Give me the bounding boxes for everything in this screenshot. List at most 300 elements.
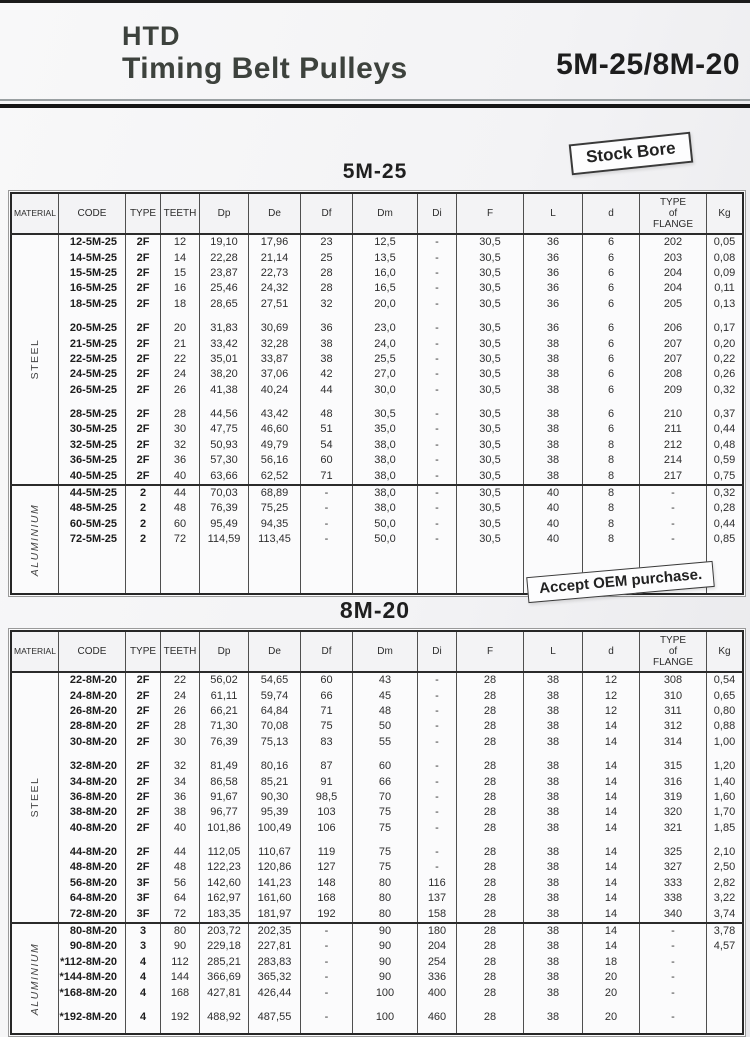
cell-l: 38: [524, 367, 583, 382]
cell-code: 36-5M-25: [59, 453, 126, 468]
cell-code: 28-5M-25: [59, 407, 126, 422]
cell-de: 75,25: [249, 501, 301, 516]
cell-df: 28: [301, 281, 353, 296]
cell-type: 2F: [126, 352, 161, 367]
page-subtitle: Timing Belt Pulleys: [122, 51, 408, 85]
cell-kg: 1,00: [707, 735, 744, 750]
cell-flange: 310: [640, 688, 707, 703]
cell-code: 36-8M-20: [59, 790, 126, 805]
cell-kg: 0,80: [707, 704, 744, 719]
stock-bore-stamp: Stock Bore: [569, 132, 693, 176]
cell-type: 2F: [126, 821, 161, 836]
cell-teeth: 24: [161, 367, 200, 382]
spacer-cell: [301, 1001, 353, 1010]
cell-dp: 488,92: [200, 1010, 249, 1025]
spacer-cell: [457, 836, 524, 845]
cell-f: 30,5: [457, 281, 524, 296]
cell-dp: 112,05: [200, 845, 249, 860]
cell-dp: 81,49: [200, 759, 249, 774]
cell-l: 38: [524, 759, 583, 774]
cell-kg: 0,85: [707, 532, 744, 547]
cell-l: 38: [524, 845, 583, 860]
cell-dm: 55: [353, 735, 418, 750]
table-row: [11, 367, 743, 382]
cell-kg: [707, 985, 744, 1000]
spacer-cell: [583, 398, 640, 407]
cell-de: 202,35: [249, 923, 301, 939]
material-label-steel: STEEL: [11, 672, 59, 923]
table-row: [11, 719, 743, 734]
cell-di: 460: [418, 1010, 457, 1025]
cell-dm: 90: [353, 955, 418, 970]
cell-de: 75,13: [249, 735, 301, 750]
cell-type: 2F: [126, 266, 161, 281]
cell-teeth: 144: [161, 970, 200, 985]
cell-df: 71: [301, 468, 353, 484]
cell-d: 6: [583, 266, 640, 281]
cell-dp: 101,86: [200, 821, 249, 836]
cell-dm: 75: [353, 845, 418, 860]
table-row: [11, 939, 743, 954]
spacer-cell: [640, 1025, 707, 1034]
cell-de: 17,96: [249, 234, 301, 250]
cell-f: 28: [457, 860, 524, 875]
cell-kg: 0,13: [707, 297, 744, 312]
cell-dm: 80: [353, 906, 418, 922]
cell-dp: 91,67: [200, 790, 249, 805]
cell-kg: [707, 970, 744, 985]
cell-teeth: 32: [161, 759, 200, 774]
cell-flange: 212: [640, 438, 707, 453]
cell-code: 24-5M-25: [59, 367, 126, 382]
cell-f: 28: [457, 790, 524, 805]
spacer-cell: [301, 750, 353, 759]
cell-di: -: [418, 250, 457, 265]
spacer-cell: [524, 750, 583, 759]
cell-l: 38: [524, 735, 583, 750]
cell-di: -: [418, 532, 457, 547]
cell-dm: 66: [353, 774, 418, 789]
spacer-cell: [524, 1025, 583, 1034]
cell-dm: 38,0: [353, 468, 418, 484]
spacer-cell: [457, 750, 524, 759]
cell-teeth: 15: [161, 266, 200, 281]
cell-code: 90-8M-20: [59, 939, 126, 954]
table-row: [11, 250, 743, 265]
table-row: [11, 485, 743, 501]
cell-l: 38: [524, 453, 583, 468]
cell-dm: 30,0: [353, 383, 418, 398]
cell-flange: -: [640, 485, 707, 501]
table-row: [11, 532, 743, 547]
cell-type: 3F: [126, 876, 161, 891]
table-row: [11, 266, 743, 281]
column-header-code: CODE: [59, 631, 126, 672]
cell-f: 28: [457, 876, 524, 891]
table-row: [11, 321, 743, 336]
spacer-cell: [418, 547, 457, 594]
cell-dp: 95,49: [200, 517, 249, 532]
cell-code: *192-8M-20: [59, 1010, 126, 1025]
cell-kg: 0,22: [707, 352, 744, 367]
cell-d: 8: [583, 517, 640, 532]
cell-f: 30,5: [457, 453, 524, 468]
table-row: [11, 297, 743, 312]
spacer-cell: [457, 312, 524, 321]
cell-l: 38: [524, 939, 583, 954]
cell-d: 8: [583, 453, 640, 468]
cell-df: -: [301, 970, 353, 985]
spacer-cell: [161, 398, 200, 407]
page-code: 5M-25/8M-20: [556, 48, 740, 81]
cell-d: 20: [583, 970, 640, 985]
cell-de: 54,65: [249, 672, 301, 688]
page-title-block: [122, 22, 408, 86]
cell-dp: 229,18: [200, 939, 249, 954]
spacer-cell: [583, 1001, 640, 1010]
cell-di: -: [418, 383, 457, 398]
cell-code: 26-8M-20: [59, 704, 126, 719]
table-row: [11, 688, 743, 703]
cell-flange: -: [640, 501, 707, 516]
spacer-cell: [59, 836, 126, 845]
cell-df: -: [301, 939, 353, 954]
column-header-d: d: [583, 193, 640, 234]
column-header-teeth: TEETH: [161, 631, 200, 672]
cell-dm: 75: [353, 821, 418, 836]
cell-de: 21,14: [249, 250, 301, 265]
cell-d: 14: [583, 906, 640, 922]
cell-de: 487,55: [249, 1010, 301, 1025]
material-label-steel: STEEL: [11, 234, 59, 485]
cell-code: 12-5M-25: [59, 234, 126, 250]
column-header-teeth: TEETH: [161, 193, 200, 234]
cell-teeth: 26: [161, 383, 200, 398]
cell-flange: 207: [640, 336, 707, 351]
cell-teeth: 28: [161, 719, 200, 734]
spacer-cell: [161, 836, 200, 845]
cell-code: 18-5M-25: [59, 297, 126, 312]
cell-dp: 142,60: [200, 876, 249, 891]
cell-type: 2F: [126, 468, 161, 484]
cell-de: 37,06: [249, 367, 301, 382]
cell-dm: 16,5: [353, 281, 418, 296]
cell-dp: 38,20: [200, 367, 249, 382]
spacer-cell: [200, 836, 249, 845]
cell-l: 36: [524, 250, 583, 265]
spacer-cell: [59, 398, 126, 407]
cell-flange: 333: [640, 876, 707, 891]
cell-teeth: 38: [161, 805, 200, 820]
spacer-cell: [126, 1001, 161, 1010]
cell-d: 14: [583, 860, 640, 875]
cell-dm: 38,0: [353, 485, 418, 501]
spacer-cell: [418, 836, 457, 845]
cell-df: 44: [301, 383, 353, 398]
cell-code: 72-8M-20: [59, 906, 126, 922]
cell-f: 30,5: [457, 367, 524, 382]
cell-flange: 207: [640, 352, 707, 367]
cell-de: 46,60: [249, 422, 301, 437]
cell-code: 44-8M-20: [59, 845, 126, 860]
spacer-cell: [301, 547, 353, 594]
cell-di: -: [418, 688, 457, 703]
column-header-f: F: [457, 631, 524, 672]
cell-l: 38: [524, 790, 583, 805]
cell-dm: 90: [353, 970, 418, 985]
spacer-cell: [524, 398, 583, 407]
cell-f: 30,5: [457, 468, 524, 484]
cell-di: -: [418, 704, 457, 719]
column-header-dp: Dp: [200, 631, 249, 672]
spacer-cell: [200, 1001, 249, 1010]
cell-kg: 1,70: [707, 805, 744, 820]
cell-flange: 202: [640, 234, 707, 250]
cell-dp: 35,01: [200, 352, 249, 367]
spacer-cell: [301, 836, 353, 845]
cell-d: 14: [583, 923, 640, 939]
cell-f: 28: [457, 672, 524, 688]
cell-kg: [707, 955, 744, 970]
table-row: [11, 517, 743, 532]
cell-code: 22-8M-20: [59, 672, 126, 688]
cell-l: 38: [524, 1010, 583, 1025]
cell-dm: 25,5: [353, 352, 418, 367]
spacer-cell: [59, 1025, 126, 1034]
cell-di: -: [418, 438, 457, 453]
spacer-cell: [640, 836, 707, 845]
cell-flange: 312: [640, 719, 707, 734]
cell-dm: 30,5: [353, 407, 418, 422]
cell-di: -: [418, 281, 457, 296]
spacer-cell: [353, 1025, 418, 1034]
column-header-de: De: [249, 193, 301, 234]
cell-de: 43,42: [249, 407, 301, 422]
cell-flange: 208: [640, 367, 707, 382]
cell-f: 28: [457, 735, 524, 750]
cell-code: *144-8M-20: [59, 970, 126, 985]
spacer-cell: [301, 312, 353, 321]
cell-teeth: 56: [161, 876, 200, 891]
cell-code: 32-5M-25: [59, 438, 126, 453]
cell-dm: 23,0: [353, 321, 418, 336]
cell-f: 28: [457, 891, 524, 906]
cell-l: 38: [524, 821, 583, 836]
spacer-cell: [353, 312, 418, 321]
cell-l: 38: [524, 891, 583, 906]
cell-type: 4: [126, 985, 161, 1000]
cell-l: 38: [524, 719, 583, 734]
cell-kg: 1,85: [707, 821, 744, 836]
spacer-row: [11, 1001, 743, 1010]
cell-d: 14: [583, 845, 640, 860]
cell-de: 95,39: [249, 805, 301, 820]
cell-di: 254: [418, 955, 457, 970]
table-row: [11, 383, 743, 398]
cell-di: -: [418, 352, 457, 367]
cell-dm: 38,0: [353, 453, 418, 468]
cell-de: 283,83: [249, 955, 301, 970]
table-row: [11, 704, 743, 719]
spacer-cell: [353, 750, 418, 759]
cell-dm: 45: [353, 688, 418, 703]
cell-kg: 0,48: [707, 438, 744, 453]
cell-flange: 311: [640, 704, 707, 719]
column-header-type: TYPE: [126, 193, 161, 234]
cell-flange: -: [640, 1010, 707, 1025]
cell-dp: 285,21: [200, 955, 249, 970]
cell-d: 14: [583, 735, 640, 750]
cell-code: 16-5M-25: [59, 281, 126, 296]
cell-di: -: [418, 234, 457, 250]
spacer-cell: [126, 836, 161, 845]
cell-di: 400: [418, 985, 457, 1000]
cell-teeth: 32: [161, 438, 200, 453]
cell-code: 30-5M-25: [59, 422, 126, 437]
cell-code: 38-8M-20: [59, 805, 126, 820]
spacer-cell: [249, 312, 301, 321]
cell-d: 8: [583, 501, 640, 516]
cell-d: 6: [583, 407, 640, 422]
spacer-cell: [353, 547, 418, 594]
column-header-de: De: [249, 631, 301, 672]
cell-dm: 12,5: [353, 234, 418, 250]
cell-type: 2F: [126, 407, 161, 422]
section-title-8m-20: 8M-20: [339, 597, 411, 623]
table-row: [11, 422, 743, 437]
cell-kg: 3,22: [707, 891, 744, 906]
cell-dm: 50,0: [353, 532, 418, 547]
cell-de: 40,24: [249, 383, 301, 398]
cell-d: 14: [583, 790, 640, 805]
cell-f: 28: [457, 923, 524, 939]
spacer-cell: [640, 750, 707, 759]
cell-di: 204: [418, 939, 457, 954]
cell-de: 24,32: [249, 281, 301, 296]
cell-flange: 316: [640, 774, 707, 789]
cell-teeth: 60: [161, 517, 200, 532]
cell-d: 8: [583, 485, 640, 501]
cell-df: 32: [301, 297, 353, 312]
cell-d: 14: [583, 891, 640, 906]
cell-dm: 90: [353, 939, 418, 954]
cell-df: 127: [301, 860, 353, 875]
header-rule-thin: [0, 99, 750, 101]
cell-kg: 0,05: [707, 234, 744, 250]
cell-kg: 0,11: [707, 281, 744, 296]
spacer-cell: [707, 398, 744, 407]
cell-flange: 214: [640, 453, 707, 468]
cell-kg: 0,44: [707, 422, 744, 437]
cell-teeth: 20: [161, 321, 200, 336]
cell-flange: 314: [640, 735, 707, 750]
spacer-cell: [707, 836, 744, 845]
cell-code: 44-5M-25: [59, 485, 126, 501]
spacer-cell: [457, 1001, 524, 1010]
cell-l: 38: [524, 876, 583, 891]
cell-code: 48-5M-25: [59, 501, 126, 516]
table-row: [11, 774, 743, 789]
cell-dp: 31,83: [200, 321, 249, 336]
cell-code: 34-8M-20: [59, 774, 126, 789]
spacer-cell: [161, 750, 200, 759]
column-header-kg: Kg: [707, 193, 744, 234]
cell-df: 75: [301, 719, 353, 734]
column-header-material: MATERIAL: [11, 193, 59, 234]
cell-di: 336: [418, 970, 457, 985]
cell-dp: 70,03: [200, 485, 249, 501]
cell-df: 28: [301, 266, 353, 281]
cell-l: 38: [524, 923, 583, 939]
cell-l: 38: [524, 970, 583, 985]
cell-code: 48-8M-20: [59, 860, 126, 875]
column-header-material: MATERIAL: [11, 631, 59, 672]
cell-f: 30,5: [457, 532, 524, 547]
cell-code: 14-5M-25: [59, 250, 126, 265]
cell-type: 2F: [126, 860, 161, 875]
spacer-cell: [583, 1025, 640, 1034]
cell-f: 30,5: [457, 321, 524, 336]
spacer-cell: [418, 750, 457, 759]
cell-f: 28: [457, 939, 524, 954]
cell-teeth: 22: [161, 672, 200, 688]
spacer-cell: [457, 1025, 524, 1034]
spacer-cell: [457, 547, 524, 594]
cell-code: *168-8M-20: [59, 985, 126, 1000]
spacer-cell: [640, 312, 707, 321]
cell-kg: [707, 1010, 744, 1025]
spacer-cell: [301, 398, 353, 407]
cell-f: 28: [457, 845, 524, 860]
cell-type: 2F: [126, 321, 161, 336]
cell-dp: 183,35: [200, 906, 249, 922]
cell-dm: 70: [353, 790, 418, 805]
spacer-cell: [200, 750, 249, 759]
cell-dp: 57,30: [200, 453, 249, 468]
cell-de: 56,16: [249, 453, 301, 468]
cell-kg: 2,50: [707, 860, 744, 875]
cell-dp: 33,42: [200, 336, 249, 351]
cell-df: -: [301, 955, 353, 970]
cell-de: 49,79: [249, 438, 301, 453]
cell-flange: -: [640, 985, 707, 1000]
cell-l: 36: [524, 281, 583, 296]
cell-de: 141,23: [249, 876, 301, 891]
cell-teeth: 112: [161, 955, 200, 970]
cell-df: -: [301, 1010, 353, 1025]
cell-f: 30,5: [457, 352, 524, 367]
cell-de: 62,52: [249, 468, 301, 484]
spacer-cell: [583, 312, 640, 321]
cell-type: 2: [126, 485, 161, 501]
cell-d: 14: [583, 805, 640, 820]
cell-f: 30,5: [457, 438, 524, 453]
cell-flange: 340: [640, 906, 707, 922]
cell-dm: 60: [353, 759, 418, 774]
cell-l: 38: [524, 468, 583, 484]
cell-df: 168: [301, 891, 353, 906]
cell-de: 113,45: [249, 532, 301, 547]
cell-di: -: [418, 321, 457, 336]
cell-teeth: 48: [161, 501, 200, 516]
cell-kg: 0,17: [707, 321, 744, 336]
cell-f: 30,5: [457, 234, 524, 250]
cell-l: 38: [524, 906, 583, 922]
table-row: [11, 234, 743, 250]
cell-l: 40: [524, 532, 583, 547]
cell-df: 51: [301, 422, 353, 437]
cell-dp: 114,59: [200, 532, 249, 547]
